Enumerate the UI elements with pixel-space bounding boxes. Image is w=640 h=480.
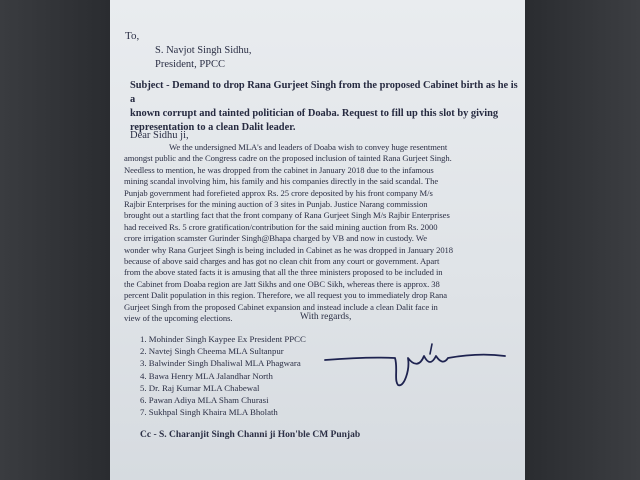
body-line: view of the upcoming elections. [124,313,233,324]
subject-line: representation to a clean Dalit leader. [130,122,296,133]
handwritten-signature [320,340,510,390]
body-line: Punjab government had forefieted approx Rs. 25 crore deposited by his front company M/s [124,187,433,198]
body-line: brought out a startling fact that the front company of Rana Gurjeet Singh M/s Rajbir Enterprises [124,210,450,221]
signatory-item: 2. Navtej Singh Cheema MLA Sultanpur [140,346,284,357]
salutation: Dear Sidhu ji, [130,130,189,141]
to-line: To, [125,30,140,42]
letter-body [124,142,524,325]
body-line: mining scandal involving him, his family and his companies directly in the said scandal. The [124,176,439,187]
signatory-item: 6. Pawan Adiya MLA Sham Churasi [140,395,269,406]
closing: With regards, [300,312,352,322]
body-line: crore irrigation scamster Gurinder Singh@Bhapa charged by VB and now in custody. We [124,233,427,244]
subject-line: known corrupt and tainted politician of Doaba. Request to fill up this slot by giving [130,108,499,119]
body-line: Needless to mention, he was dropped from the cabinet in January 2018 due to the infamous [124,164,434,175]
body-line: amongst public and the Congress cadre on the proposed inclusion of tainted Rana Gurjeet Singh. [124,153,452,164]
recipient-name: S. Navjot Singh Sidhu, [155,45,252,56]
body-line: percent Dalit population in this region. Therefore, we all request you to immediately drop Rana [124,290,447,301]
cc-line: Cc - S. Charanjit Singh Channi ji Hon'ble CM Punjab [140,430,361,440]
body-line: We the undersigned MLA's and leaders of Doaba wish to convey huge resentment [169,142,448,152]
subject [130,79,520,135]
signatory-item: 1. Mohinder Singh Kaypee Ex President PPCC [140,334,306,344]
signatory-item: 7. Sukhpal Singh Khaira MLA Bholath [140,407,278,418]
subject-line: Subject - Demand to drop Rana Gurjeet Singh from the proposed Cabinet birth as he is a [130,80,518,105]
body-line: from the above stated facts it is amusing that all the three ministers proposed to be included in [124,267,443,278]
signatory-item: 4. Bawa Henry MLA Jalandhar North [140,370,273,381]
background-right [525,0,640,480]
body-line: the Cabinet from Doaba region are Jatt Sikhs and one OBC Sikh, whereas there is approx. 38 [124,278,440,289]
recipient-title: President, PPCC [155,59,226,70]
background-left [0,0,110,480]
body-line: Gurjeet Singh from the proposed Cabinet expansion and instead include a clean Dalit face in [124,301,438,312]
signatory-item: 3. Balwinder Singh Dhaliwal MLA Phagwara [140,358,301,369]
letter-page [110,0,525,480]
body-line: Rajbir Enterprises for the mining auction of 3 sites in Punjab. Justice Narang commission [124,199,428,210]
body-line: because of above said charges and has got no clean chit from any court or government. Apart [124,256,440,267]
body-line: had received Rs. 5 crore gratification/contribution for the said mining auction from Rs. 2000 [124,221,438,232]
signatory-item: 5. Dr. Raj Kumar MLA Chabewal [140,382,260,393]
body-line: wonder why Rana Gurjeet Singh is being included in Cabinet as he was dropped in January 2018 [124,244,454,255]
